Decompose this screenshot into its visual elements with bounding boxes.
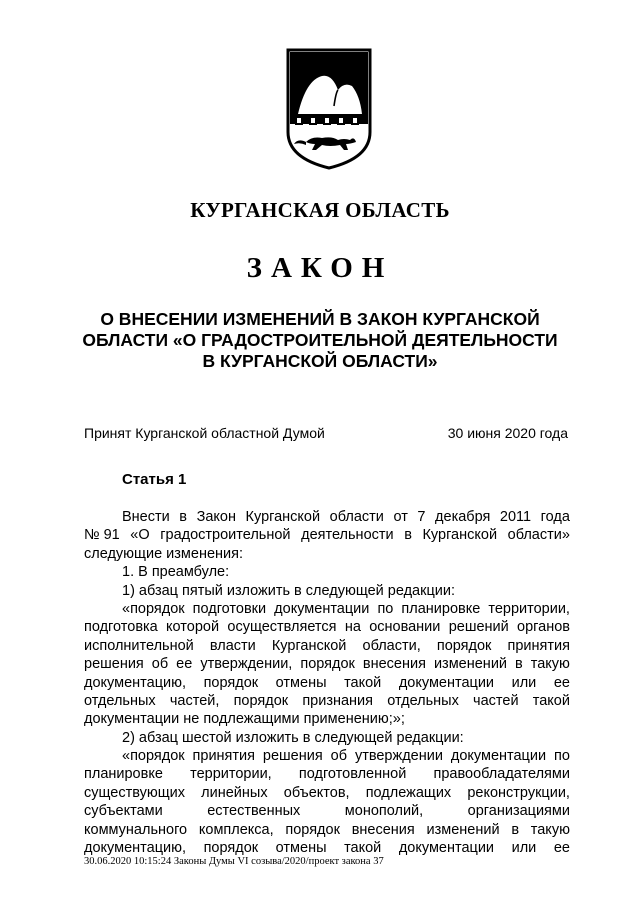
coat-of-arms-icon — [282, 44, 376, 172]
article-word: отдельных — [387, 692, 459, 709]
article-line — [84, 729, 570, 747]
article-word: градостроительной — [160, 527, 291, 544]
article-line — [84, 839, 570, 857]
article-word: правообладателями — [433, 766, 570, 783]
article-line — [84, 802, 570, 820]
article-word: документации — [450, 748, 547, 765]
article-word: такой — [344, 674, 382, 691]
article-line — [84, 637, 570, 655]
article-word: планировке — [401, 600, 481, 617]
article-line — [84, 508, 570, 526]
article-line — [84, 618, 570, 636]
article-word: от — [393, 509, 408, 525]
article-word: такой — [344, 840, 382, 857]
article-word: документации — [274, 600, 370, 617]
article-word: решения — [262, 748, 323, 765]
adopted-by: Принят Курганской областной Думой — [84, 425, 325, 441]
article-word: субъектами — [84, 803, 163, 820]
article-word: порядок — [300, 656, 355, 673]
article-line — [84, 655, 570, 673]
article-heading: Статья 1 — [122, 471, 187, 488]
article-word: деятельности — [301, 527, 394, 544]
article-word: утверждении, — [200, 656, 293, 673]
article-word: реконструкции, — [467, 784, 570, 801]
article-word: в — [179, 509, 187, 525]
article-word: на — [344, 619, 361, 636]
article-word: декабря — [435, 509, 491, 525]
article-word: такую — [530, 821, 570, 838]
article-word: документации — [398, 674, 495, 691]
article-word: коммунального — [84, 821, 188, 838]
article-word: которой — [166, 619, 220, 636]
article-line — [84, 821, 570, 839]
article-word: в — [511, 821, 520, 838]
article-line — [84, 747, 570, 765]
law-title — [60, 309, 580, 372]
article-word: территории, — [488, 600, 570, 617]
article-word: области, — [362, 637, 421, 654]
article-word: признания — [302, 692, 374, 709]
article-word: частей — [473, 692, 519, 709]
article-word: документацию, — [84, 840, 187, 857]
article-word: основании — [369, 619, 441, 636]
article-word: области» — [507, 527, 570, 544]
article-word: «порядок — [122, 748, 185, 765]
article-word: ее — [553, 840, 570, 857]
article-word: решения — [84, 656, 144, 673]
article-word: отмены — [275, 674, 327, 691]
article-word: документации — [398, 840, 495, 857]
article-word: существующих — [84, 784, 186, 801]
article-word: подготовка — [84, 619, 158, 636]
article-word: 2011 — [499, 509, 532, 525]
article-word: об — [330, 748, 348, 765]
article-word: 1) абзац пятый изложить в следующей редакции: — [122, 582, 455, 599]
article-word: утверждении — [354, 748, 443, 765]
article-word: естественных — [207, 803, 301, 820]
article-line — [84, 545, 570, 563]
article-word: в — [515, 656, 523, 673]
article-line — [84, 710, 570, 728]
article-word: объектов, — [283, 784, 350, 801]
article-line — [84, 674, 570, 692]
article-word: по — [377, 600, 394, 617]
article-word: порядок — [436, 637, 492, 654]
article-word: 7 — [417, 509, 426, 525]
article-line — [84, 563, 570, 581]
article-word: порядок — [233, 692, 289, 709]
law-title-line: О ВНЕСЕНИИ ИЗМЕНЕНИЙ В ЗАКОН КУРГАНСКОЙ — [100, 309, 540, 329]
article-line — [84, 582, 570, 600]
adoption-date: 30 июня 2020 года — [447, 425, 568, 441]
article-word: планировке — [84, 766, 163, 783]
article-word: Внести — [122, 509, 170, 525]
article-word: области — [329, 509, 384, 525]
article-word: Закон — [196, 509, 236, 525]
article-word: подготовки — [192, 600, 267, 617]
article-line — [84, 600, 570, 618]
article-word: порядок — [285, 821, 340, 838]
article-word: исполнительной — [84, 637, 194, 654]
article-word: такой — [532, 692, 570, 709]
article-word: линейных — [201, 784, 268, 801]
article-word: изменений — [433, 656, 508, 673]
article-line — [84, 784, 570, 802]
article-word: внесения — [351, 821, 415, 838]
article-word: или — [511, 840, 537, 857]
law-title-line: В КУРГАНСКОЙ ОБЛАСТИ» — [202, 351, 438, 371]
article-word: отдельных — [84, 692, 156, 709]
article-word: Курганской — [422, 527, 498, 544]
region-name: КУРГАНСКАЯ ОБЛАСТЬ — [190, 198, 450, 222]
article-word: подготовленной — [298, 766, 407, 783]
article-line — [84, 526, 570, 544]
article-word: об — [151, 656, 169, 673]
article-word: частей, — [169, 692, 220, 709]
article-body — [84, 508, 570, 857]
article-word: 2) абзац шестой изложить в следующей редакции: — [122, 729, 464, 746]
article-word: принятия — [192, 748, 255, 765]
footer-stamp: 30.06.2020 10:15:24 Законы Думы VI созыва/2020/проект закона 37 — [84, 856, 384, 867]
article-word: изменений — [426, 821, 500, 838]
article-word: осуществляется — [227, 619, 337, 636]
article-word: решений — [448, 619, 509, 636]
article-word: по — [554, 748, 570, 765]
article-word: года — [540, 509, 570, 525]
article-word: ее — [553, 674, 570, 691]
article-word: внесения — [362, 656, 426, 673]
article-word: документации не подлежащими применению;»; — [84, 711, 405, 728]
document-type: ЗАКОН — [246, 252, 394, 284]
article-word: монополий, — [344, 803, 424, 820]
law-title-line: ОБЛАСТИ «О ГРАДОСТРОИТЕЛЬНОЙ ДЕЯТЕЛЬНОСТИ — [82, 330, 558, 350]
article-word: ее — [176, 656, 193, 673]
article-word: власти — [209, 637, 256, 654]
article-word: отмены — [275, 840, 327, 857]
article-word: принятия — [507, 637, 570, 654]
article-word: «порядок — [122, 600, 185, 617]
article-word: такую — [530, 656, 570, 673]
article-word: подлежащих — [365, 784, 452, 801]
article-word: порядок — [203, 674, 259, 691]
article-word: № 91 — [84, 527, 120, 544]
article-word: следующие изменения: — [84, 545, 244, 562]
article-word: или — [511, 674, 537, 691]
article-line — [84, 765, 570, 783]
article-line — [84, 692, 570, 710]
article-word: в — [404, 527, 412, 544]
article-word: организациями — [467, 803, 570, 820]
article-word: «О — [130, 527, 150, 544]
article-word: Курганской — [271, 637, 347, 654]
article-word: территории, — [190, 766, 272, 783]
article-word: органов — [517, 619, 570, 636]
article-word: документацию, — [84, 674, 187, 691]
article-word: Курганской — [245, 509, 321, 525]
article-word: 1. В преамбуле: — [122, 564, 230, 581]
article-word: комплекса, — [198, 821, 274, 838]
article-word: порядок — [203, 840, 259, 857]
